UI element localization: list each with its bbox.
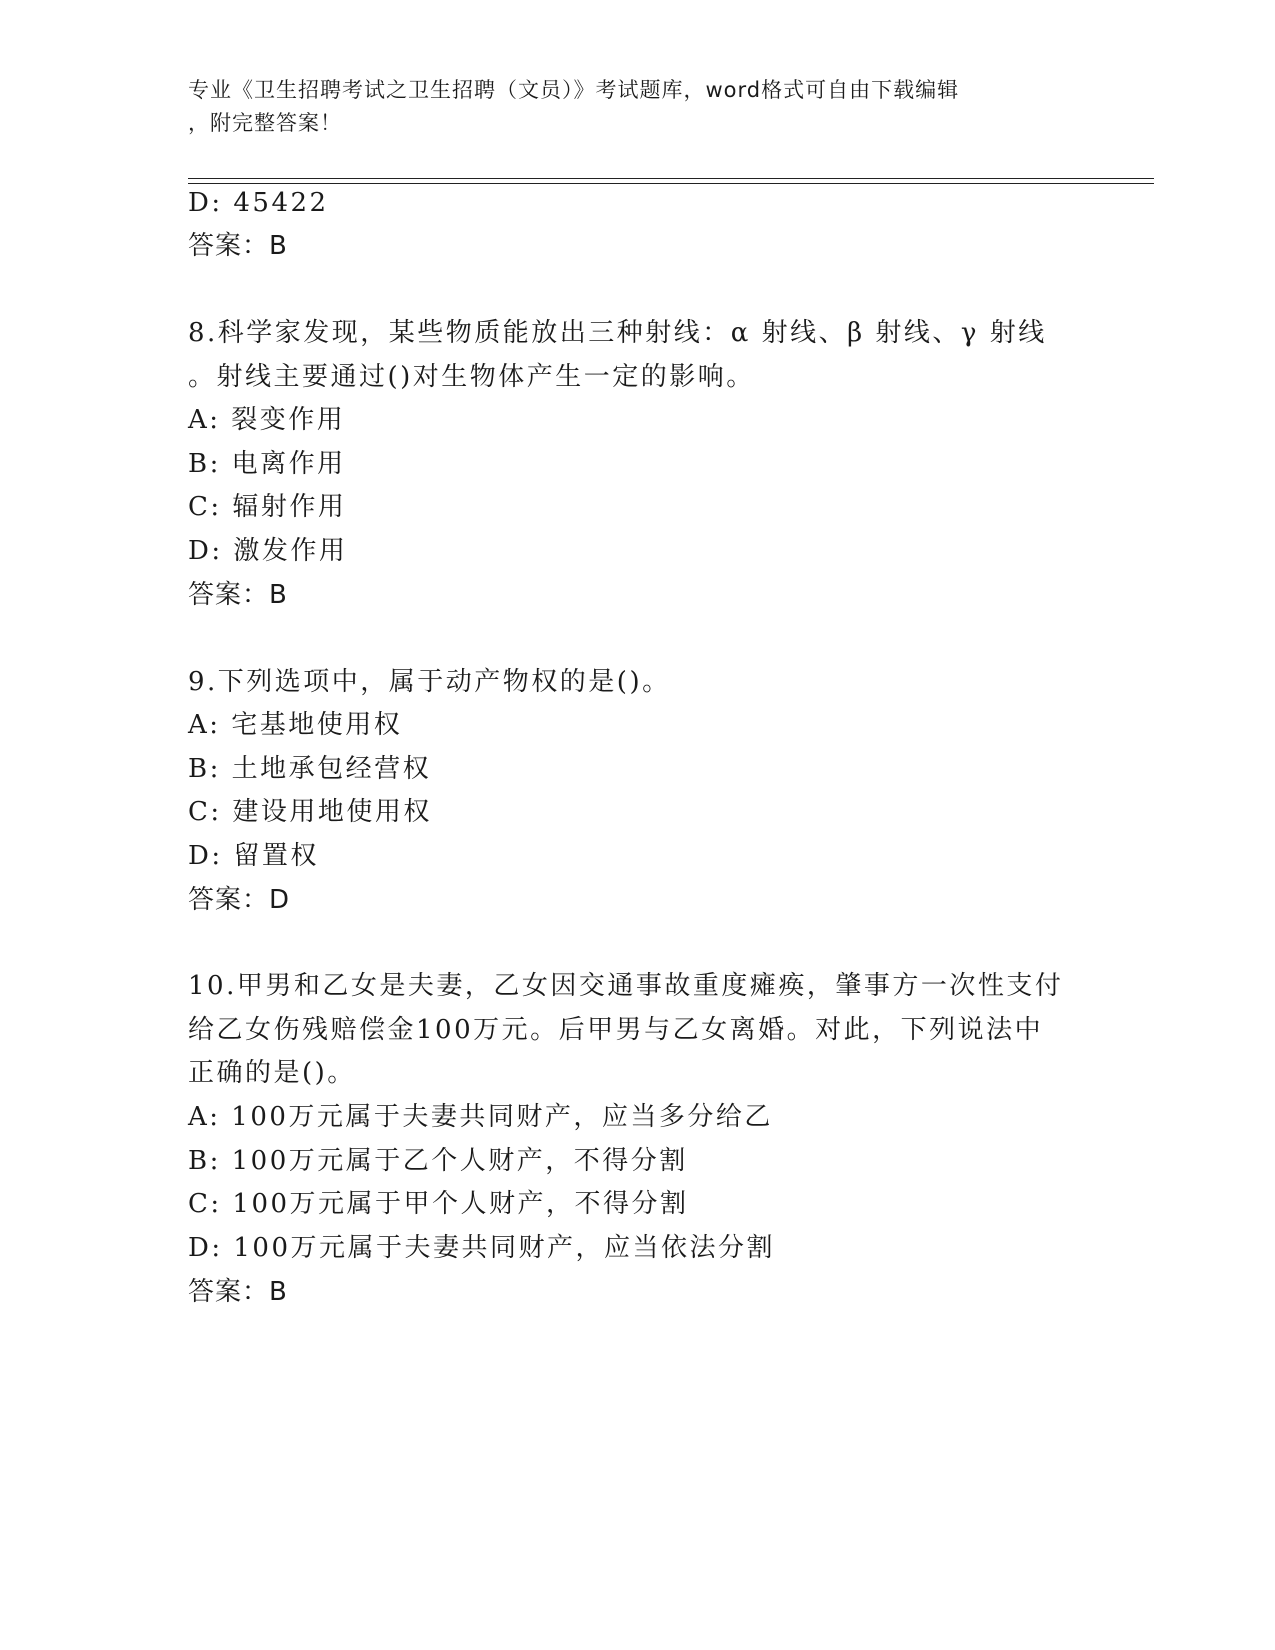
q10-stem-line-2: 给乙女伤残赔偿金100万元。后甲男与乙女离婚。对此，下列说法中 <box>188 1015 1044 1045</box>
document-header <box>188 74 1068 140</box>
q9-option-b: B: 土地承包经营权 <box>188 754 432 784</box>
q10-option-b: B: 100万元属于乙个人财产，不得分割 <box>188 1146 688 1176</box>
q7-option-d: D: 45422 <box>188 188 329 218</box>
q10-option-c: C: 100万元属于甲个人财产，不得分割 <box>188 1189 689 1219</box>
header-divider-top <box>188 178 1154 179</box>
q9-option-d: D: 留置权 <box>188 841 319 871</box>
q10-stem-line-1: 10.甲男和乙女是夫妻，乙女因交通事故重度瘫痪，肇事方一次性支付 <box>188 971 1064 1001</box>
q8-stem-line-1: 8.科学家发现，某些物质能放出三种射线：α 射线、β 射线、γ 射线 <box>188 318 1047 348</box>
q9-answer: 答案：D <box>188 885 291 915</box>
header-divider-bottom <box>188 183 1154 184</box>
q8-option-c: C: 辐射作用 <box>188 492 347 522</box>
q9-option-c: C: 建设用地使用权 <box>188 797 432 827</box>
q10-option-d: D: 100万元属于夫妻共同财产，应当依法分割 <box>188 1233 775 1263</box>
q8-stem-line-2: 。射线主要通过()对生物体产生一定的影响。 <box>188 362 755 392</box>
q7-answer: 答案：B <box>188 231 288 261</box>
q9-option-a: A: 宅基地使用权 <box>188 710 403 740</box>
q10-option-a: A: 100万元属于夫妻共同财产，应当多分给乙 <box>188 1102 773 1132</box>
q9-stem: 9.下列选项中，属于动产物权的是()。 <box>188 667 671 697</box>
q8-option-b: B: 电离作用 <box>188 449 346 479</box>
q8-option-a: A: 裂变作用 <box>188 405 346 435</box>
header-line-1: 专业《卫生招聘考试之卫生招聘（文员）》考试题库，word格式可自由下载编辑 <box>188 78 960 102</box>
q10-stem-line-3: 正确的是()。 <box>188 1058 356 1088</box>
q8-answer: 答案：B <box>188 580 288 610</box>
header-line-2: ，附完整答案！ <box>188 111 342 135</box>
q8-option-d: D: 激发作用 <box>188 536 348 566</box>
q10-answer: 答案：B <box>188 1277 288 1307</box>
